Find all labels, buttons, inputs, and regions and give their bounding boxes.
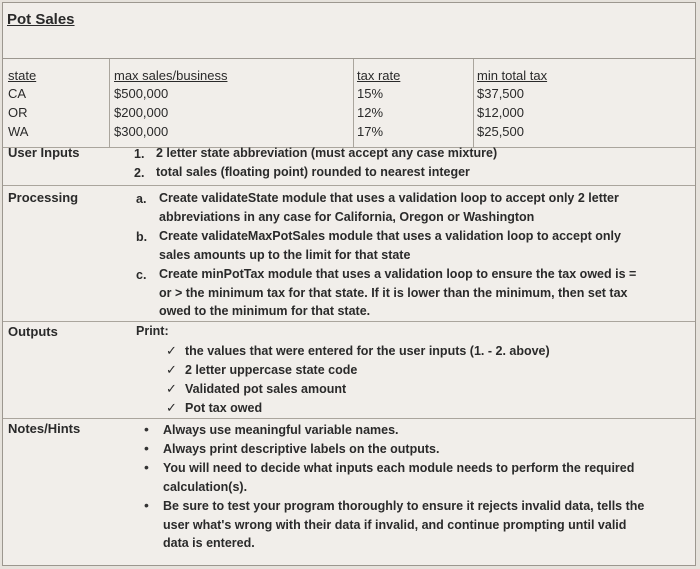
cell-tax-rate: 12% xyxy=(357,105,384,120)
bullet-icon: • xyxy=(144,440,149,456)
list-item: You will need to decide what inputs each module needs to perform the required calculation(s). xyxy=(163,461,635,494)
outputs-label: Outputs xyxy=(8,324,58,339)
row-divider xyxy=(3,418,695,419)
list-item: Pot tax owed xyxy=(185,401,263,415)
header-tax-rate: tax rate xyxy=(357,68,401,83)
cell-max-sales: $500,000 xyxy=(114,86,169,101)
cell-min-tax: $37,500 xyxy=(477,86,524,101)
bullet-icon: • xyxy=(144,421,149,437)
bullet-icon: • xyxy=(144,459,149,475)
user-inputs-label: User Inputs xyxy=(8,145,80,160)
table-divider xyxy=(473,59,474,147)
header-state: state xyxy=(8,68,37,83)
cell-state: WA xyxy=(8,124,29,139)
row-divider xyxy=(3,185,695,186)
list-item: Create validateMaxPotSales module that uses a validation loop to accept only sales amounts up to the limit for that state xyxy=(159,229,621,262)
cell-tax-rate: 15% xyxy=(357,86,384,101)
title-row xyxy=(3,3,695,59)
list-item: Create validateState module that uses a validation loop to accept only 2 letter abbreviations in any case for California, Oregon or Washington xyxy=(159,191,619,224)
list-marker: 1. xyxy=(134,147,145,161)
cell-min-tax: $25,500 xyxy=(477,124,524,139)
table-divider xyxy=(109,59,110,147)
list-item: the values that were entered for the user inputs (1. - 2. above) xyxy=(185,344,550,358)
cell-state: OR xyxy=(8,105,28,120)
bullet-icon: • xyxy=(144,497,149,513)
list-item: 2 letter uppercase state code xyxy=(185,363,358,377)
checkmark-icon: ✓ xyxy=(166,400,177,415)
table-divider xyxy=(353,59,354,147)
list-item: Create minPotTax module that uses a validation loop to ensure the tax owed is = or > the minimum tax for that state. If it is lower than the minimum, then set tax owed to the minimum for that state. xyxy=(159,267,637,318)
cell-min-tax: $12,000 xyxy=(477,105,524,120)
list-marker: 2. xyxy=(134,166,145,180)
list-item: 2 letter state abbreviation (must accept any case mixture) xyxy=(156,146,498,160)
checkmark-icon: ✓ xyxy=(166,381,177,396)
list-marker: c. xyxy=(136,268,147,282)
notes-label: Notes/Hints xyxy=(8,421,81,436)
list-item: Always use meaningful variable names. xyxy=(163,423,399,437)
list-item: Validated pot sales amount xyxy=(185,382,347,396)
checkmark-icon: ✓ xyxy=(166,343,177,358)
page-title: Pot Sales xyxy=(7,11,75,28)
cell-max-sales: $200,000 xyxy=(114,105,169,120)
checkmark-icon: ✓ xyxy=(166,362,177,377)
header-min-total-tax: min total tax xyxy=(477,68,548,83)
processing-label: Processing xyxy=(8,190,79,205)
cell-tax-rate: 17% xyxy=(357,124,384,139)
cell-state: CA xyxy=(8,86,27,101)
list-item: total sales (floating point) rounded to nearest integer xyxy=(156,165,470,179)
row-divider xyxy=(3,321,695,322)
list-item: Be sure to test your program thoroughly to ensure it rejects invalid data, tells the user what's wrong with their data if invalid, and continue prompting until valid data is entered. xyxy=(163,499,645,550)
header-max-sales: max sales/business xyxy=(114,68,228,83)
print-label: Print: xyxy=(136,324,169,338)
cell-max-sales: $300,000 xyxy=(114,124,169,139)
assignment-sheet xyxy=(2,2,696,566)
list-marker: b. xyxy=(136,230,148,244)
list-item: Always print descriptive labels on the outputs. xyxy=(163,442,440,456)
list-marker: a. xyxy=(136,192,147,206)
